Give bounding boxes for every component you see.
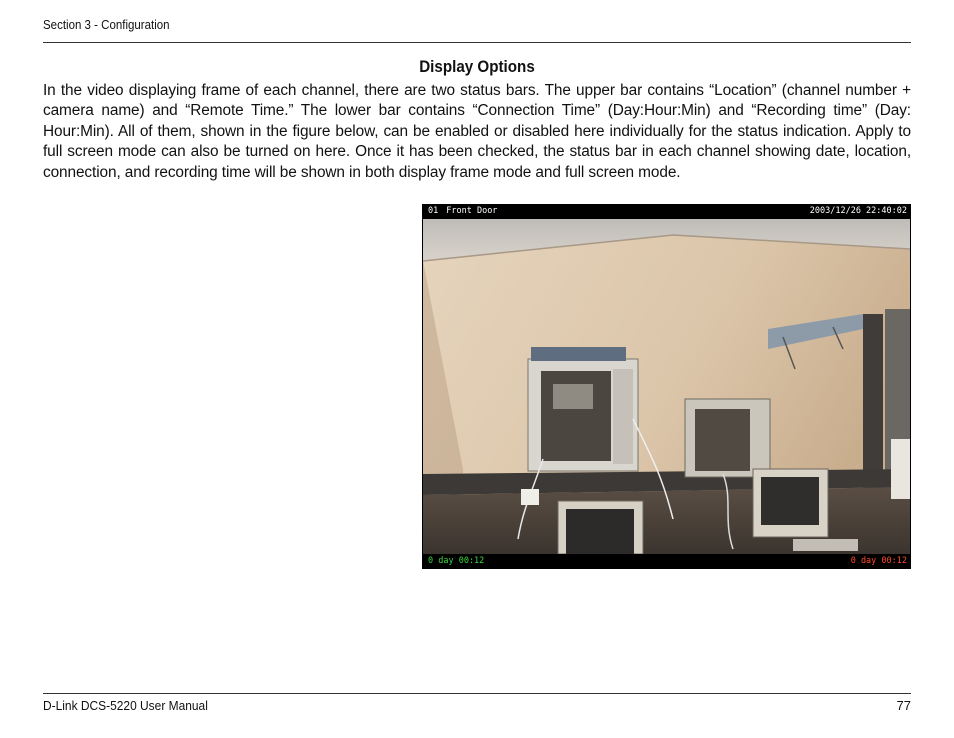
lower-status-bar	[422, 554, 911, 569]
section-header: Section 3 - Configuration	[43, 18, 170, 32]
body-paragraph: In the video displaying frame of each channel, there are two status bars. The upper bar contains “Location” (channel number + camera name) and “Remote Time.” The lower bar contains “Connection Time” (Day:Hour:Min) and “Recording time” (Day: Hour:Min). All of them, shown in the figure below, can be enabled or disabled here individually for the status indication. Apply to full screen mode can also be turned on here. Once it has been checked, the status bar in each channel showing date, location, connection, and recording time will be shown in both display frame mode and full screen mode.	[43, 82, 911, 181]
camera-scene-image	[423, 219, 910, 554]
channel-number: 01	[428, 206, 439, 216]
video-display-frame	[422, 204, 911, 569]
upper-status-bar	[422, 204, 911, 219]
page-title: Display Options	[419, 58, 535, 76]
camera-name: Front Door	[446, 206, 498, 216]
location-readout	[428, 204, 497, 219]
page-number: 77	[896, 698, 911, 713]
recording-time: 0 day 00:12	[850, 556, 907, 566]
header-divider	[43, 42, 911, 43]
footer-divider	[43, 693, 911, 694]
connection-time: 0 day 00:12	[428, 556, 485, 566]
remote-time: 2003/12/26 22:40:02	[809, 206, 907, 216]
footer-manual-title: D-Link DCS-5220 User Manual	[43, 698, 208, 713]
